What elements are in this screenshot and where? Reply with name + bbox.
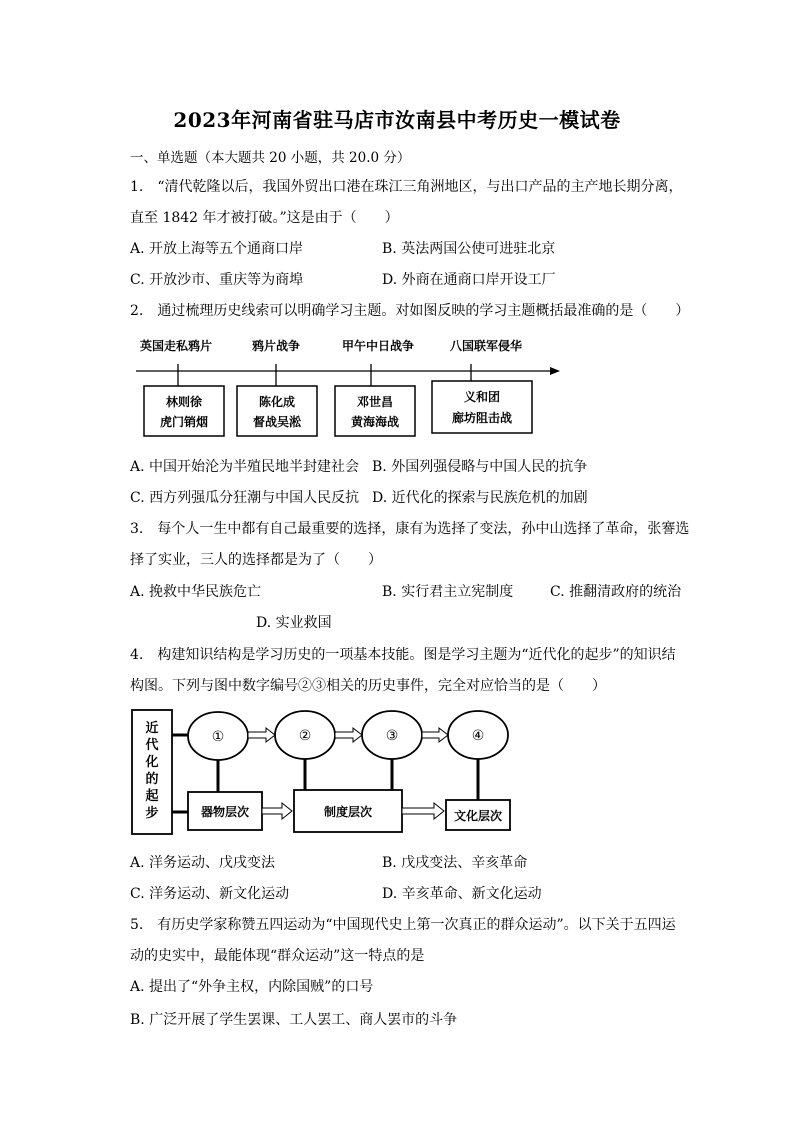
q3-option-d[interactable]: D. 实业救国: [256, 615, 332, 631]
q4-option-a[interactable]: A. 洋务运动、戊戌变法: [130, 855, 276, 871]
diagram-level-label: 文化层次: [453, 809, 503, 823]
diagram-circle-number: ②: [298, 728, 312, 744]
q4-stem-line2: 构图。下列与图中数字编号②③相关的历史事件，完全对应恰当的是（ ）: [130, 678, 606, 694]
q3-stem-line2: 择了实业，三人的选择都是为了（ ）: [130, 552, 382, 568]
q2-stem-line1: 2. 通过梳理历史线索可以明确学习主题。对如图反映的学习主题概括最准确的是（ ）: [130, 303, 690, 319]
diagram-theme-char: 代: [145, 738, 159, 753]
diagram-theme-char: 起: [145, 789, 159, 804]
q1-option-b[interactable]: B. 英法两国公使可进驻北京: [382, 241, 556, 257]
q1-option-d[interactable]: D. 外商在通商口岸开设工厂: [382, 272, 556, 288]
diagram-theme-char: 化: [145, 755, 159, 770]
q1-stem-line2: 直至 1842 年才被打破。”这是由于（ ）: [130, 210, 399, 226]
q5-stem-line1: 5. 有历史学家称赞五四运动为“中国现代史上第一次真正的群众运动”。以下关于五四运: [130, 917, 676, 933]
page-title: 2023年河南省驻马店市汝南县中考历史一模试卷: [173, 108, 621, 132]
q2-option-b[interactable]: B. 外国列强侵略与中国人民的抗争: [372, 459, 588, 475]
q4-option-d[interactable]: D. 辛亥革命、新文化运动: [382, 886, 542, 902]
diagram-circle-number: ①: [211, 729, 225, 745]
timeline-event-box: [432, 381, 532, 433]
timeline-box-text: 虎门销烟: [159, 415, 209, 429]
q1-stem-line1: 1. “清代乾隆以后，我国外贸出口港在珠江三角洲地区，与出口产品的主产地长期分离，: [130, 179, 683, 195]
timeline-box-text: 邓世昌: [356, 395, 394, 409]
q3-stem-line1: 3. 每个人一生中都有自己最重要的选择，康有为选择了变法，孙中山选择了革命，张謇选: [130, 521, 690, 537]
timeline-top-label: 八国联军侵华: [449, 339, 523, 353]
timeline-arrow-head: [550, 367, 560, 375]
timeline-top-label: 鸦片战争: [251, 339, 301, 353]
timeline-box-text: 陈化成: [258, 395, 296, 409]
q2-option-a[interactable]: A. 中国开始沦为半殖民地半封建社会: [130, 459, 360, 475]
diagram-level-label: 制度层次: [323, 805, 373, 819]
timeline-box-text: 林则徐: [165, 395, 203, 409]
timeline-top-label: 英国走私鸦片: [139, 339, 213, 353]
q5-stem-line2: 动的史实中，最能体现“群众运动”这一特点的是: [130, 948, 425, 964]
q2-option-d[interactable]: D. 近代化的探索与民族危机的加剧: [372, 490, 588, 506]
q1-option-a[interactable]: A. 开放上海等五个通商口岸: [130, 241, 304, 257]
q2-timeline-figure: [130, 330, 570, 442]
q2-option-c[interactable]: C. 西方列强瓜分狂潮与中国人民反抗: [130, 490, 360, 506]
timeline-box-text: 督战吴淞: [252, 415, 302, 429]
timeline-box-text: 义和团: [463, 390, 501, 404]
q4-stem-line1: 4. 构建知识结构是学习历史的一项基本技能。图是学习主题为“近代化的起步”的知识结: [130, 647, 676, 663]
q5-option-b[interactable]: B. 广泛开展了学生罢课、工人罢工、商人罢市的斗争: [130, 1012, 458, 1028]
q3-option-a[interactable]: A. 挽救中华民族危亡: [130, 584, 262, 600]
diagram-level-label: 器物层次: [200, 805, 250, 819]
diagram-theme-char: 近: [145, 721, 159, 736]
q4-option-c[interactable]: C. 洋务运动、新文化运动: [130, 886, 290, 902]
diagram-circle-number: ④: [471, 728, 485, 744]
q3-option-c[interactable]: C. 推翻清政府的统治: [550, 584, 682, 600]
q4-structure-diagram: [130, 702, 530, 838]
timeline-box-text: 廊坊阻击战: [451, 411, 513, 425]
timeline-top-label: 甲午中日战争: [341, 339, 415, 353]
q5-option-a[interactable]: A. 提出了“外争主权，内除国贼”的口号: [130, 979, 374, 995]
timeline-box-text: 黄海海战: [350, 415, 400, 429]
diagram-theme-char: 步: [145, 806, 159, 821]
q4-option-b[interactable]: B. 戊戌变法、辛亥革命: [382, 855, 528, 871]
q1-option-c[interactable]: C. 开放沙市、重庆等为商埠: [130, 272, 304, 288]
diagram-theme-char: 的: [145, 772, 159, 787]
diagram-circle-number: ③: [385, 728, 399, 744]
q3-option-b[interactable]: B. 实行君主立宪制度: [382, 584, 514, 600]
section-heading: 一、单选题（本大题共 20 小题，共 20.0 分）: [130, 150, 411, 166]
